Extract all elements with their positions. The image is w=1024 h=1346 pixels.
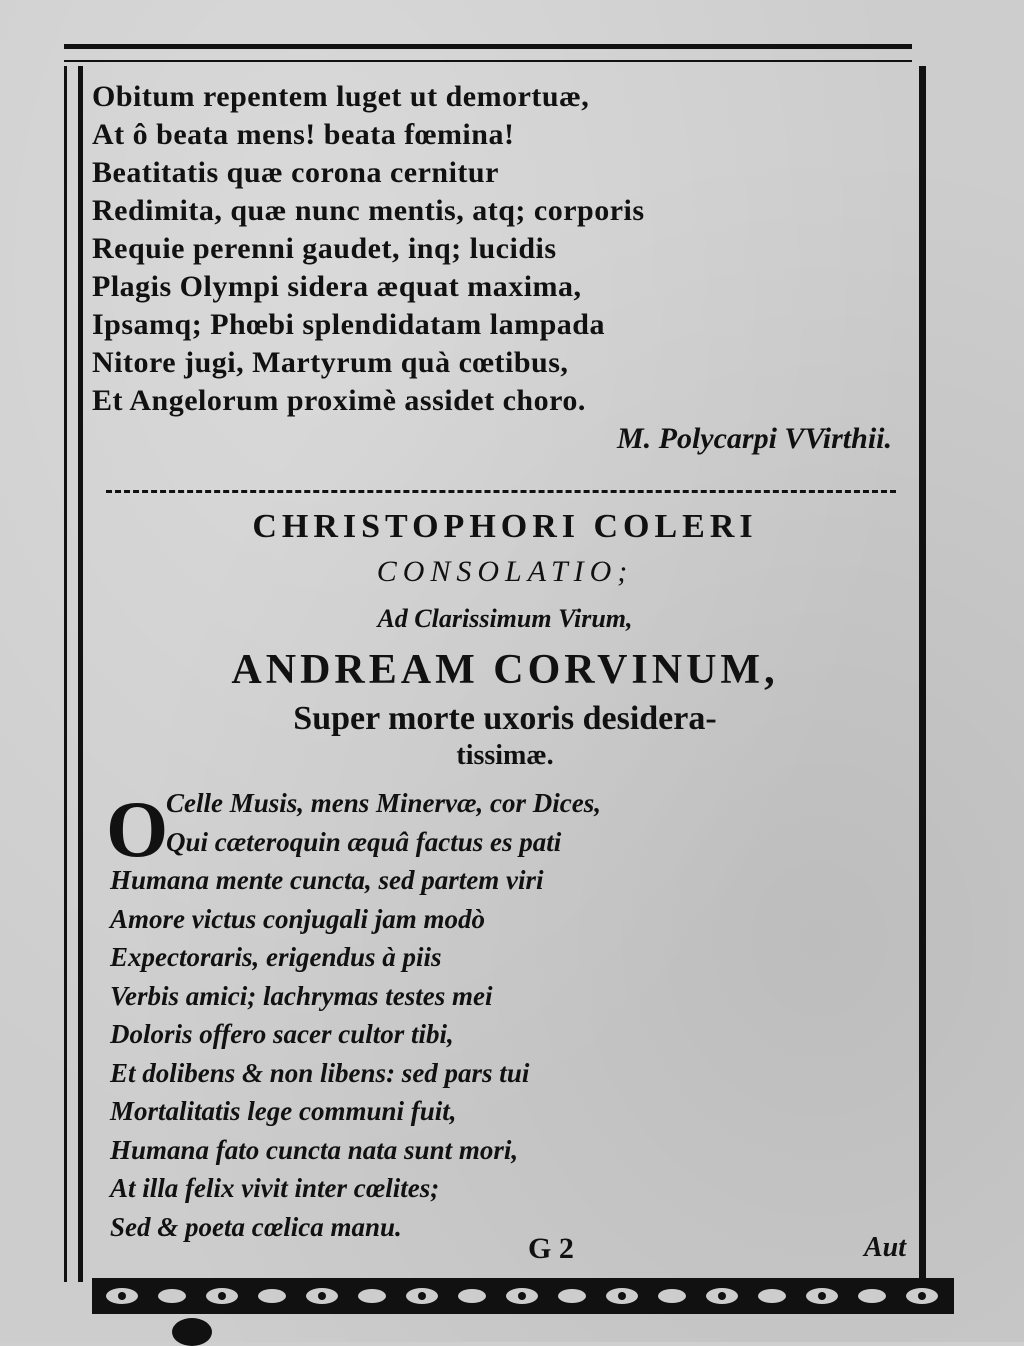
heading-author: CHRISTOPHORI COLERI [252,508,758,545]
drop-cap: O [106,786,169,874]
frame-rule-right [924,66,926,1282]
poem-line: Requie perenni gaudet, inq; lucidis [92,232,557,265]
poem-line: Humana mente cuncta, sed partem viri [110,865,544,895]
poem-line: Beatitatis quæ corona cernitur [92,156,499,189]
poem-line: Verbis amici; lachrymas testes mei [110,980,493,1011]
heading-subject-continued: tissimæ. [456,740,554,771]
poem-line: Redimita, quæ nunc mentis, atq; corporis [92,194,645,227]
poem-line: Qui cæteroquin æquâ factus es pati [166,826,562,857]
section-divider [106,490,896,493]
poem-line: Amore victus conjugali jam modò [110,903,486,934]
catchword: Aut [864,1232,907,1263]
poem-line: At ô beata mens! beata fœmina! [92,118,515,151]
heading-addressee: Ad Clarissimum Virum, [377,604,633,633]
poem-line: Celle Musis, mens Minervæ, cor Dices, [166,788,601,818]
signature-mark: G 2 [528,1232,574,1265]
poem-line: Ipsamq; Phœbi splendidatam lampada [92,308,605,341]
top-rule-thin [64,60,912,62]
poem-signature: M. Polycarpi VVirthii. [616,422,892,455]
poem-line: Et dolibens & non libens: sed pars tui [110,1057,530,1088]
top-rule [64,44,912,49]
ornament-band [92,1278,954,1314]
poem-line: At illa felix vivit inter cœlites; [110,1173,440,1203]
heading-title: CONSOLATIO; [376,555,634,588]
poem-line: Et Angelorum proximè assidet choro. [92,384,586,417]
heading-name: ANDREAM CORVINUM, [231,647,779,693]
frame-rule-left [64,66,67,1282]
poem-line: Mortalitatis lege communi fuit, [110,1096,457,1126]
poem-line: Sed & poeta cœlica manu. [110,1211,402,1242]
poem-line: Plagis Olympi sidera æquat maxima, [92,270,582,303]
poem-line: Obitum repentem luget ut demortuæ, [92,80,590,113]
poem-line: Expectoraris, erigendus à piis [110,942,442,972]
poem-top [92,78,892,420]
poem-line: Humana fato cuncta nata sunt mori, [110,1134,519,1165]
heading-subject: Super morte uxoris desidera- [293,700,717,737]
poem-line: Nitore jugi, Martyrum quà cœtibus, [92,346,569,379]
poem-bottom [110,784,910,1246]
poem-line: Doloris offero sacer cultor tibi, [110,1019,454,1049]
